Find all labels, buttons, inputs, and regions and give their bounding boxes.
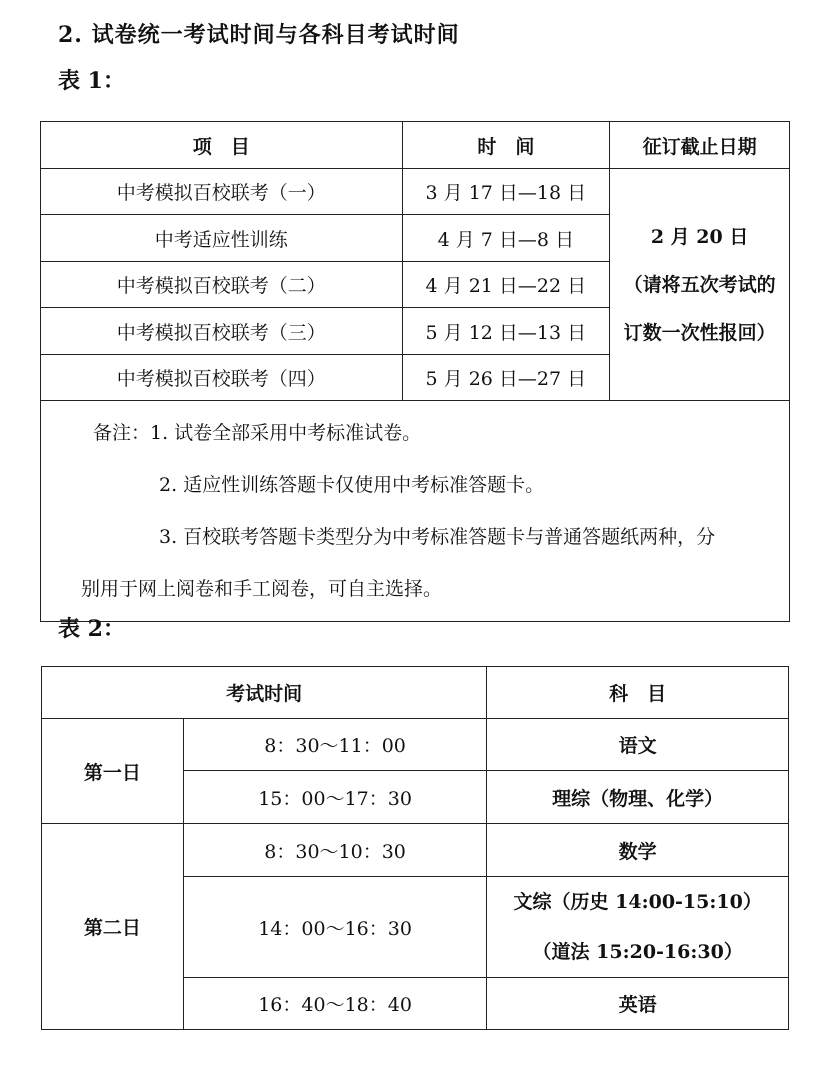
table-header-row [41,122,790,169]
table-row [42,824,789,877]
subject-schedule-table [41,666,789,1030]
exam-time: 4 月 7 日—8 日 [402,215,610,262]
header-deadline: 征订截止日期 [610,122,790,169]
table-row [41,169,790,215]
note-line-1: 备注：1. 试卷全部采用中考标准试卷。 [93,422,422,444]
notes-cell [41,401,790,622]
deadline-cell [610,169,790,401]
session-time: 16：40～18：40 [183,978,487,1030]
session-subject: 理综（物理、化学） [487,771,789,824]
day-label: 第一日 [42,719,184,824]
deadline-date: 2 月 20 日 [650,225,749,248]
exam-item: 中考模拟百校联考（四） [41,355,403,401]
header-exam-time: 考试时间 [42,667,487,719]
exam-item: 中考适应性训练 [41,215,403,262]
exam-schedule-table [40,121,790,622]
header-subject: 科 目 [487,667,789,719]
session-time: 8：30～11：00 [183,719,487,771]
table2-label: 表 2： [58,616,125,642]
session-time: 15：00～17：30 [183,771,487,824]
subject-line-2: （道法 15:20-16:30） [532,941,743,963]
session-subject [487,877,789,978]
exam-item: 中考模拟百校联考（三） [41,308,403,355]
header-time: 时 间 [402,122,610,169]
deadline-note-line2: 订数一次性报回） [623,321,776,344]
table-row [42,719,789,771]
note-line-3: 3. 百校联考答题卡类型分为中考标准答题卡与普通答题纸两种，分 [159,526,716,548]
notes-row [41,401,790,622]
note-line-2: 2. 适应性训练答题卡仅使用中考标准答题卡。 [159,474,545,496]
exam-item: 中考模拟百校联考（二） [41,262,403,308]
session-time: 8：30～10：30 [183,824,487,877]
table-header-row [42,667,789,719]
header-item: 项 目 [41,122,403,169]
session-subject: 语文 [487,719,789,771]
exam-time: 3 月 17 日—18 日 [402,169,610,215]
session-subject: 数学 [487,824,789,877]
day-label: 第二日 [42,824,184,1030]
table1-label: 表 1： [58,68,125,94]
exam-time: 5 月 12 日—13 日 [402,308,610,355]
exam-item: 中考模拟百校联考（一） [41,169,403,215]
subject-line-1: 文综（历史 14:00-15:10） [513,891,762,913]
session-time: 14：00～16：30 [183,877,487,978]
exam-time: 5 月 26 日—27 日 [402,355,610,401]
note-line-4: 别用于网上阅卷和手工阅卷，可自主选择。 [81,578,443,600]
session-subject: 英语 [487,978,789,1030]
deadline-note-line1: （请将五次考试的 [623,273,776,296]
section-heading: 2. 试卷统一考试时间与各科目考试时间 [58,22,460,48]
exam-time: 4 月 21 日—22 日 [402,262,610,308]
